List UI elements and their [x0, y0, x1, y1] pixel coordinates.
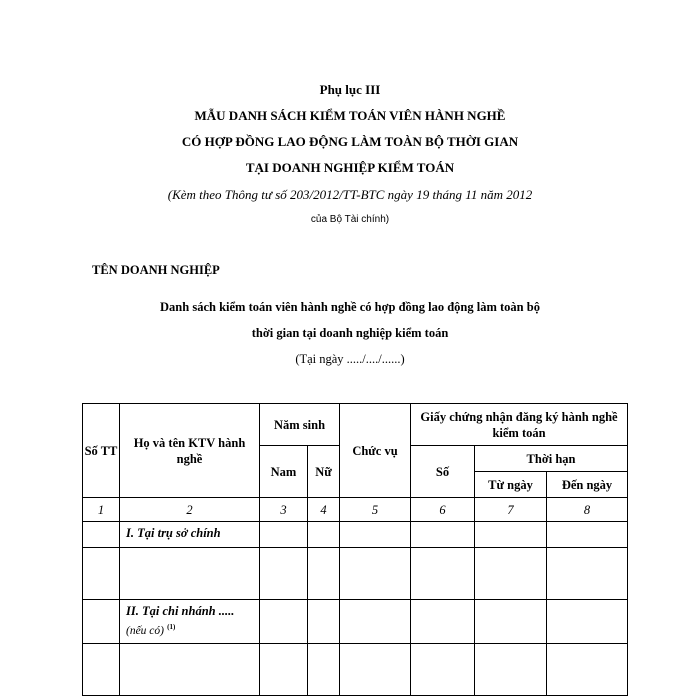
table-cell — [83, 644, 120, 696]
header-certificate: Giấy chứng nhận đăng ký hành nghề kiểm toán — [411, 404, 628, 446]
title-line-2: CÓ HỢP ĐỒNG LAO ĐỘNG LÀM TOÀN BỘ THỜI GIAN — [181, 134, 519, 149]
table-cell — [411, 522, 475, 548]
table-cell — [83, 600, 120, 644]
section-head-office: I. Tại trụ sở chính — [120, 522, 260, 548]
table-cell — [411, 644, 475, 696]
appendix-label: Phụ lục III — [319, 82, 381, 97]
table-cell — [260, 548, 308, 600]
table-cell — [308, 522, 340, 548]
table-cell — [411, 548, 475, 600]
header-female: Nữ — [308, 446, 340, 498]
title-line-1: MẪU DANH SÁCH KIỂM TOÁN VIÊN HÀNH NGHỀ — [194, 108, 506, 123]
section-head-office-row — [83, 522, 628, 548]
table-cell — [475, 522, 547, 548]
issuer-line: của Bộ Tài chính) — [310, 214, 390, 225]
table-cell — [547, 522, 628, 548]
table-row — [83, 644, 628, 696]
table-cell — [340, 522, 411, 548]
column-number-row — [83, 498, 628, 522]
section-branch-row — [83, 600, 628, 644]
column-number: 1 — [83, 498, 120, 522]
table-cell — [120, 548, 260, 600]
section-branch-label: II. Tại chi nhánh ..... — [126, 604, 235, 618]
table-cell — [260, 522, 308, 548]
column-number: 8 — [547, 498, 628, 522]
table-cell — [120, 644, 260, 696]
table-cell — [83, 522, 120, 548]
table-cell — [308, 644, 340, 696]
list-title-line-1: Danh sách kiểm toán viên hành nghề có hợp đồng lao động làm toàn bộ — [160, 300, 540, 314]
header-stt: Số TT — [83, 404, 120, 498]
table-row — [83, 548, 628, 600]
table-cell — [547, 644, 628, 696]
table-cell — [547, 600, 628, 644]
column-number: 3 — [260, 498, 308, 522]
table-cell — [308, 600, 340, 644]
table-cell — [411, 600, 475, 644]
date-line: (Tại ngày ...../..../......) — [295, 352, 405, 366]
column-number: 6 — [411, 498, 475, 522]
section-branch — [120, 600, 260, 644]
table-cell — [547, 548, 628, 600]
header-to-date: Đến ngày — [547, 472, 628, 498]
header-validity: Thời hạn — [475, 446, 628, 472]
list-title-line-2: thời gian tại doanh nghiệp kiểm toán — [251, 326, 449, 340]
title-line-3: TẠI DOANH NGHIỆP KIỂM TOÁN — [245, 160, 455, 175]
column-number: 5 — [340, 498, 411, 522]
footnote-marker: (1) — [167, 623, 176, 631]
header-from-date: Từ ngày — [475, 472, 547, 498]
auditor-list-table — [82, 403, 628, 696]
table-cell — [340, 548, 411, 600]
header-position: Chức vụ — [340, 404, 411, 498]
table-cell — [475, 600, 547, 644]
table-cell — [475, 548, 547, 600]
header-name: Họ và tên KTV hành nghề — [120, 404, 260, 498]
header-cert-number: Số — [411, 446, 475, 498]
table-cell — [260, 600, 308, 644]
header-row-1 — [83, 404, 628, 446]
legal-reference: (Kèm theo Thông tư số 203/2012/TT-BTC ngày 19 tháng 11 năm 2012 — [167, 187, 533, 202]
table-cell — [340, 644, 411, 696]
table-cell — [475, 644, 547, 696]
table-cell — [308, 548, 340, 600]
section-branch-note: (nếu có) — [126, 625, 164, 638]
table-cell — [260, 644, 308, 696]
header-birth-year: Năm sinh — [260, 404, 340, 446]
table-cell — [340, 600, 411, 644]
table-cell — [83, 548, 120, 600]
header-male: Nam — [260, 446, 308, 498]
column-number: 7 — [475, 498, 547, 522]
column-number: 4 — [308, 498, 340, 522]
column-number: 2 — [120, 498, 260, 522]
company-name-label: TÊN DOANH NGHIỆP — [92, 263, 220, 277]
